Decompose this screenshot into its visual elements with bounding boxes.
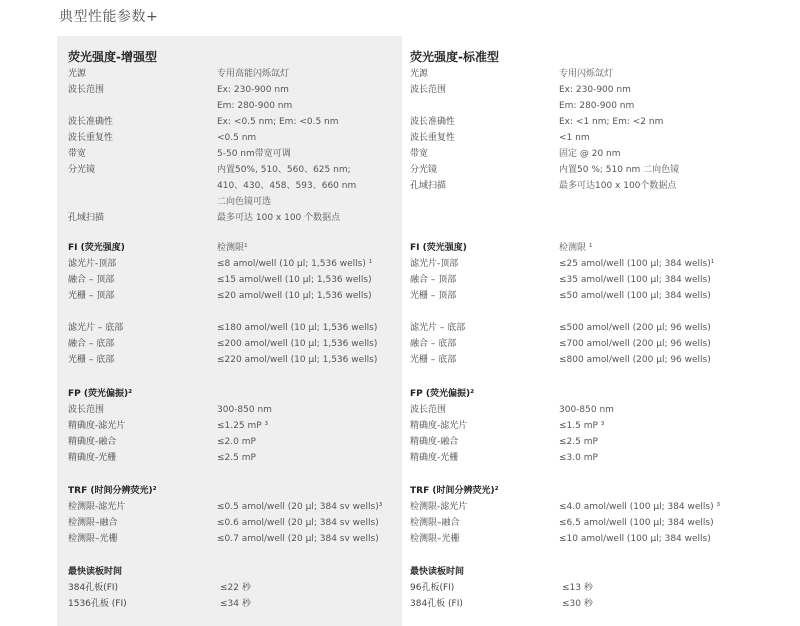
spec-value: 300-850 nm: [559, 405, 614, 415]
read-time-section-title: 最快读板时间: [68, 567, 123, 577]
spec-value: 内置50 %; 510 nm 二向色镜: [559, 165, 680, 175]
spec-value: ≤50 amol/well (100 µl; 384 wells): [559, 291, 711, 301]
spec-label: 波长范围: [410, 405, 447, 415]
spec-value-continued: 410、430、458、593、660 nm: [217, 181, 357, 191]
spec-value: ≤0.7 amol/well (20 µl; 384 sv wells): [217, 534, 379, 544]
spec-value: ≤30 秒: [562, 599, 593, 609]
spec-value: 内置50%, 510、560、625 nm;: [217, 165, 351, 175]
section-column-header: 检测限 ¹: [559, 243, 593, 253]
spec-value: ≤2.5 mP: [217, 453, 256, 463]
spec-value: ≤180 amol/well (10 µl; 1,536 wells): [217, 323, 378, 333]
fi-section-header: [68, 242, 248, 254]
spec-value: ≤15 amol/well (10 µl; 1,536 wells): [217, 275, 372, 285]
spec-label: 光源: [68, 69, 87, 79]
spec-label: 光栅 – 底部: [410, 355, 457, 365]
spec-label: 1536孔板 (FI): [68, 599, 127, 609]
spec-value: ≤220 amol/well (10 µl; 1,536 wells): [217, 355, 378, 365]
spec-value: ≤6.5 amol/well (100 µl; 384 wells): [559, 518, 714, 528]
spec-value: ≤35 amol/well (100 µl; 384 wells): [559, 275, 711, 285]
spec-label: 波长范围: [410, 85, 447, 95]
spec-label: 滤光片-顶部: [68, 259, 117, 269]
spec-value: ≤2.0 mP: [217, 437, 256, 447]
fp-section-title: FP (荧光偏振)²: [68, 389, 133, 399]
spec-value-continued: 二向色镜可选: [217, 197, 272, 207]
spec-label: 带宽: [68, 149, 87, 159]
spec-value: ≤800 amol/well (200 µl; 96 wells): [559, 355, 711, 365]
spec-value: ≤4.0 amol/well (100 µl; 384 wells) ³: [559, 502, 721, 512]
spec-label: 带宽: [410, 149, 429, 159]
spec-value: Ex: 230-900 nm: [217, 85, 289, 95]
spec-label: 波长范围: [68, 85, 105, 95]
spec-value: 最多可达100 x 100个数据点: [559, 181, 677, 191]
spec-label: 孔域扫描: [68, 213, 105, 223]
spec-value-continued: Em: 280-900 nm: [217, 101, 293, 111]
spec-value: 固定 @ 20 nm: [559, 149, 621, 159]
spec-value: ≤22 秒: [220, 583, 251, 593]
spec-label: 精确度-融合: [68, 437, 117, 447]
spec-label: 检测限–光栅: [410, 534, 460, 544]
spec-label: 96孔板(FI): [410, 583, 455, 593]
spec-value: 5-50 nm带宽可调: [217, 149, 291, 159]
spec-value: ≤1.25 mP ³: [217, 421, 269, 431]
spec-value: ≤2.5 mP: [559, 437, 598, 447]
spec-label: 384孔板 (FI): [410, 599, 463, 609]
section-title: FI (荧光强度): [410, 243, 467, 253]
spec-value: ≤700 amol/well (200 µl; 96 wells): [559, 339, 711, 349]
enhanced-heading: 荧光强度-增强型: [68, 50, 157, 64]
spec-label: 检测限-滤光片: [410, 502, 468, 512]
spec-value: Ex: <0.5 nm; Em: <0.5 nm: [217, 117, 339, 127]
section-title: FI (荧光强度): [68, 243, 125, 253]
spec-label: 精确度-光栅: [68, 453, 117, 463]
spec-label: 波长重复性: [68, 133, 114, 143]
page-title: 典型性能参数+: [59, 9, 159, 25]
spec-label: 光栅 – 顶部: [68, 291, 115, 301]
spec-label: 融合 – 顶部: [410, 275, 457, 285]
standard-heading: 荧光强度-标准型: [410, 50, 499, 64]
spec-value: ≤0.5 amol/well (20 µl; 384 sv wells)³: [217, 502, 383, 512]
spec-label: 融合 – 顶部: [68, 275, 115, 285]
spec-value: 最多可达 100 x 100 个数据点: [217, 213, 341, 223]
spec-value: ≤34 秒: [220, 599, 251, 609]
spec-value: Ex: <1 nm; Em: <2 nm: [559, 117, 664, 127]
spec-label: 融合 – 底部: [410, 339, 457, 349]
spec-label: 精确度-光栅: [410, 453, 459, 463]
fi-section-header: [410, 242, 593, 254]
spec-value: 300-850 nm: [217, 405, 272, 415]
spec-value: Ex: 230-900 nm: [559, 85, 631, 95]
spec-label: 精确度-融合: [410, 437, 459, 447]
spec-label: 检测限–融合: [410, 518, 460, 528]
spec-label: 孔域扫描: [410, 181, 447, 191]
spec-label: 波长准确性: [410, 117, 456, 127]
spec-label: 精确度-滤光片: [410, 421, 468, 431]
spec-value: ≤20 amol/well (10 µl; 1,536 wells): [217, 291, 372, 301]
spec-label: 光栅 – 底部: [68, 355, 115, 365]
section-column-header: 检测限¹: [217, 243, 248, 253]
spec-label: 波长范围: [68, 405, 105, 415]
read-time-section-title: 最快读板时间: [410, 567, 465, 577]
spec-value: ≤200 amol/well (10 µl; 1,536 wells): [217, 339, 378, 349]
spec-label: 波长重复性: [410, 133, 456, 143]
spec-label: 检测限–融合: [68, 518, 118, 528]
spec-value: ≤3.0 mP: [559, 453, 598, 463]
spec-value: ≤500 amol/well (200 µl; 96 wells): [559, 323, 711, 333]
spec-value: 专用闪烁氙灯: [559, 69, 614, 79]
spec-label: 滤光片 – 底部: [410, 323, 466, 333]
spec-label: 分光镜: [68, 165, 96, 175]
spec-label: 融合 – 底部: [68, 339, 115, 349]
spec-value: <0.5 nm: [217, 133, 257, 143]
spec-label: 滤光片-顶部: [410, 259, 459, 269]
spec-label: 384孔板(FI): [68, 583, 119, 593]
spec-value-continued: Em: 280-900 nm: [559, 101, 635, 111]
spec-value: ≤25 amol/well (100 µl; 384 wells)¹: [559, 259, 715, 269]
trf-section-title: TRF (时间分辨荧光)²: [68, 486, 157, 496]
enhanced-spec-panel: [57, 36, 402, 626]
spec-label: 光源: [410, 69, 429, 79]
spec-value: ≤10 amol/well (100 µl; 384 wells): [559, 534, 711, 544]
spec-value: <1 nm: [559, 133, 590, 143]
fp-section-title: FP (荧光偏振)²: [410, 389, 475, 399]
spec-label: 滤光片 – 底部: [68, 323, 124, 333]
spec-value: 专用高能闪烁氙灯: [217, 69, 290, 79]
spec-value: ≤1.5 mP ³: [559, 421, 605, 431]
spec-label: 光栅 – 顶部: [410, 291, 457, 301]
spec-value: ≤8 amol/well (10 µl; 1,536 wells) ¹: [217, 259, 373, 269]
spec-value: ≤0.6 amol/well (20 µl; 384 sv wells): [217, 518, 379, 528]
spec-label: 精确度-滤光片: [68, 421, 126, 431]
spec-label: 检测限-滤光片: [68, 502, 126, 512]
spec-label: 波长准确性: [68, 117, 114, 127]
spec-value: ≤13 秒: [562, 583, 593, 593]
spec-label: 分光镜: [410, 165, 438, 175]
standard-spec-panel: [402, 36, 747, 626]
spec-label: 检测限–光栅: [68, 534, 118, 544]
trf-section-title: TRF (时间分辨荧光)²: [410, 486, 499, 496]
